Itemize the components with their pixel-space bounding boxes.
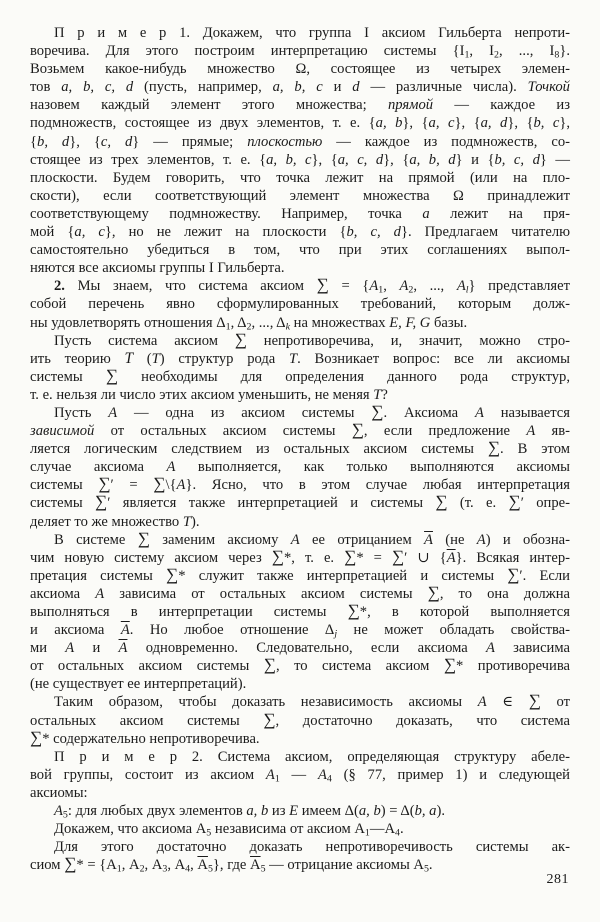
body-text — [30, 24, 570, 874]
overline: $\overline{A}$ — [424, 531, 433, 548]
sigma-symbol: ∑ — [507, 564, 520, 584]
sigma-symbol: ∑ — [427, 582, 440, 602]
sigma-symbol: ∑ — [487, 438, 501, 458]
text-line: $A_5$: для любых двух элементов a, b из E имеем Δ(a, b) = Δ(b, a). — [54, 803, 445, 821]
text-line: системы ∑′ является также интерпретацией и системы ∑ (т. е. ∑′ опре- — [30, 492, 570, 512]
sigma-symbol: ∑ — [351, 420, 364, 440]
text-line: Докажем, что аксиома $А_5$ независима от аксиом $А_1—А_4$. — [54, 821, 404, 839]
text-line: т. е. нельзя ли число этих аксиом уменьшить, не меняя T? — [30, 386, 388, 403]
text-line: случае аксиома A выполняется, как только выполняются аксиомы — [30, 459, 570, 476]
text-line: П р и м е р 2. Система аксиом, определяющая структуру абеле- — [54, 748, 570, 765]
text-line: претация системы ∑* служит также интерпретацией и системы ∑′. Если — [30, 564, 570, 584]
text-line: Возьмем какое-нибудь множество Ω, состоящее из четырех элемен- — [30, 61, 570, 78]
overline: $\overline{A}$ — [120, 622, 130, 639]
text-line: вой группы, состоит из аксиом $A_1$ — $A_4$ (§ 77, пример 1) и следующей — [30, 766, 570, 785]
sigma-symbol: ∑ — [153, 474, 166, 494]
sigma-symbol: ∑ — [391, 546, 405, 566]
text-line: деляет то же множество T). — [30, 513, 200, 530]
text-line: 2. Мы знаем, что система аксиом ∑ = {$A_1$, $A_2$, ..., $A_l$} представляет — [54, 275, 570, 296]
sigma-symbol: ∑ — [528, 691, 541, 711]
sigma-symbol: ∑ — [263, 655, 276, 675]
text-line: системы ∑ необходимы для определения данного рода структур, — [30, 365, 570, 385]
sigma-symbol: ∑ — [95, 492, 108, 512]
text-line: аксиомы: — [30, 784, 88, 801]
text-line: системы ∑′ = ∑\{A}. Ясно, что в этом случае любая интерпретация — [30, 474, 570, 494]
text-line: плоскости. Будем говорить, что точка лежит на прямой (или на пло- — [30, 169, 570, 186]
text-line: ∑* содержательно непротиворечива. — [30, 727, 260, 747]
sigma-symbol: ∑ — [234, 329, 247, 349]
text-line: назовем каждый элемент этого множества; прямой — каждое из — [30, 97, 570, 114]
text-line: {b, d}, {c, d} — прямые; плоскостью — каждое из подмножеств, со- — [30, 133, 571, 150]
text-line: скости), если соответствующий элемент множества Ω принадлежит — [30, 187, 570, 204]
overline: $\overline{A}$ — [446, 549, 456, 566]
text-line: мой {a, c}, но не лежит на плоскости {b, c, d}. Предлагаем читателю — [30, 224, 571, 241]
text-line: Пусть система аксиом ∑ непротиворечива, и, значит, можно стро- — [54, 329, 571, 349]
text-line: ми A и $\overline{A}$ одновременно. Следовательно, если аксиома A зависима — [30, 640, 570, 657]
text-line: ны удовлетворять отношения $\Delta_1$, $\Delta_2$, ..., $\Delta_k$ на множествах E, F, G базы. — [30, 314, 468, 332]
text-line: зависимой от остальных аксиом системы ∑, если предложение A яв- — [30, 420, 570, 440]
text-line: (не существует ее интерпретаций). — [30, 676, 247, 693]
sigma-symbol: ∑ — [30, 727, 43, 747]
text-line: В системе ∑ заменим аксиому A ее отрицанием $\overline{A}$ (не A) и обозна- — [54, 528, 570, 548]
text-line: и аксиома $\overline{A}$. Но любое отношение $\Delta_j$ не может обладать свойства- — [30, 622, 570, 640]
sigma-symbol: ∑ — [105, 365, 119, 385]
text-line: ляется логическим следствием из остальных аксиом системы ∑. В этом — [30, 438, 570, 458]
text-line: самостоятельно убедиться в том, что при этих соглашениях выпол- — [30, 242, 570, 259]
text-line: стоящее из трех элементов, т. е. {a, b, c}, {a, c, d}, {a, b, d} и {b, c, d} — — [30, 151, 570, 168]
sigma-symbol: ∑ — [64, 854, 77, 874]
text-line: тов a, b, c, d (пусть, например, a, b, c и d — различные числа). Точкой — [30, 79, 570, 96]
overline: А — [197, 857, 208, 874]
text-line: соответствующему подмножеству. Например, точка a лежит на пря- — [30, 205, 570, 222]
text-line: собой перечень явно сформулированных требований, которым долж- — [30, 296, 570, 313]
sigma-symbol: ∑ — [98, 474, 111, 494]
text-line: от остальных аксиом системы ∑, то система аксиом ∑* противоречива — [30, 655, 571, 675]
sigma-symbol: ∑ — [347, 601, 360, 620]
text-line: воречива. Для этого построим интерпретацию системы {$I_1$, $I_2$, ..., $I_8$}. — [30, 43, 570, 61]
text-line: Пусть A — одна из аксиом системы ∑. Аксиома A называется — [54, 401, 570, 421]
text-line: ить теорию T (T) структур рода T. Возникает вопрос: все ли аксиомы — [30, 349, 570, 367]
sigma-symbol: ∑ — [166, 564, 179, 584]
overline: А — [250, 857, 261, 874]
text-line: аксиома A зависима от остальных аксиом системы ∑, то она должна — [30, 582, 571, 602]
text-line: Для этого достаточно доказать непротиворечивость системы ак- — [54, 839, 570, 856]
sigma-symbol: ∑ — [263, 709, 276, 729]
script-T: T — [124, 349, 134, 367]
sigma-symbol: ∑ — [371, 401, 384, 421]
text-line: Таким образом, чтобы доказать независимость аксиомы A ∈ ∑ от — [54, 691, 570, 711]
text-line: остальных аксиом системы ∑, достаточно доказать, что система — [30, 709, 570, 729]
text-line: няются все аксиомы группы I Гильберта. — [30, 260, 285, 277]
sigma-symbol: ∑ — [316, 275, 329, 295]
sigma-symbol: ∑ — [435, 492, 448, 512]
sigma-symbol: ∑ — [271, 546, 284, 566]
page-number: 281 — [546, 872, 569, 887]
sigma-symbol: ∑ — [137, 528, 150, 548]
sigma-symbol: ∑ — [344, 546, 357, 566]
overline: $\overline{A}$ — [118, 640, 128, 657]
text-line: чим новую систему аксиом через ∑*, т. е. ∑* = ∑′ ∪ $\{\overline{A}\}$. Всякая интер- — [30, 546, 570, 566]
text-line: выполняться в интерпретации системы ∑*, в которой выполняется — [30, 601, 570, 620]
text-line: подмножеств, состоящее из двух элементов, т. е. {a, b}, {a, c}, {a, d}, {b, c}, — [30, 115, 571, 132]
text-line: сиом ∑* = {$А_1$, $А_2$, $А_3$, $А_4$, $А_5$}, где $А_5$ — отрицание аксиомы $А_5$. — [30, 854, 433, 875]
sigma-symbol: ∑ — [508, 492, 521, 512]
sigma-symbol: ∑ — [443, 655, 457, 675]
text-line: П р и м е р 1. Докажем, что группа I аксиом Гильберта непроти- — [54, 25, 570, 41]
